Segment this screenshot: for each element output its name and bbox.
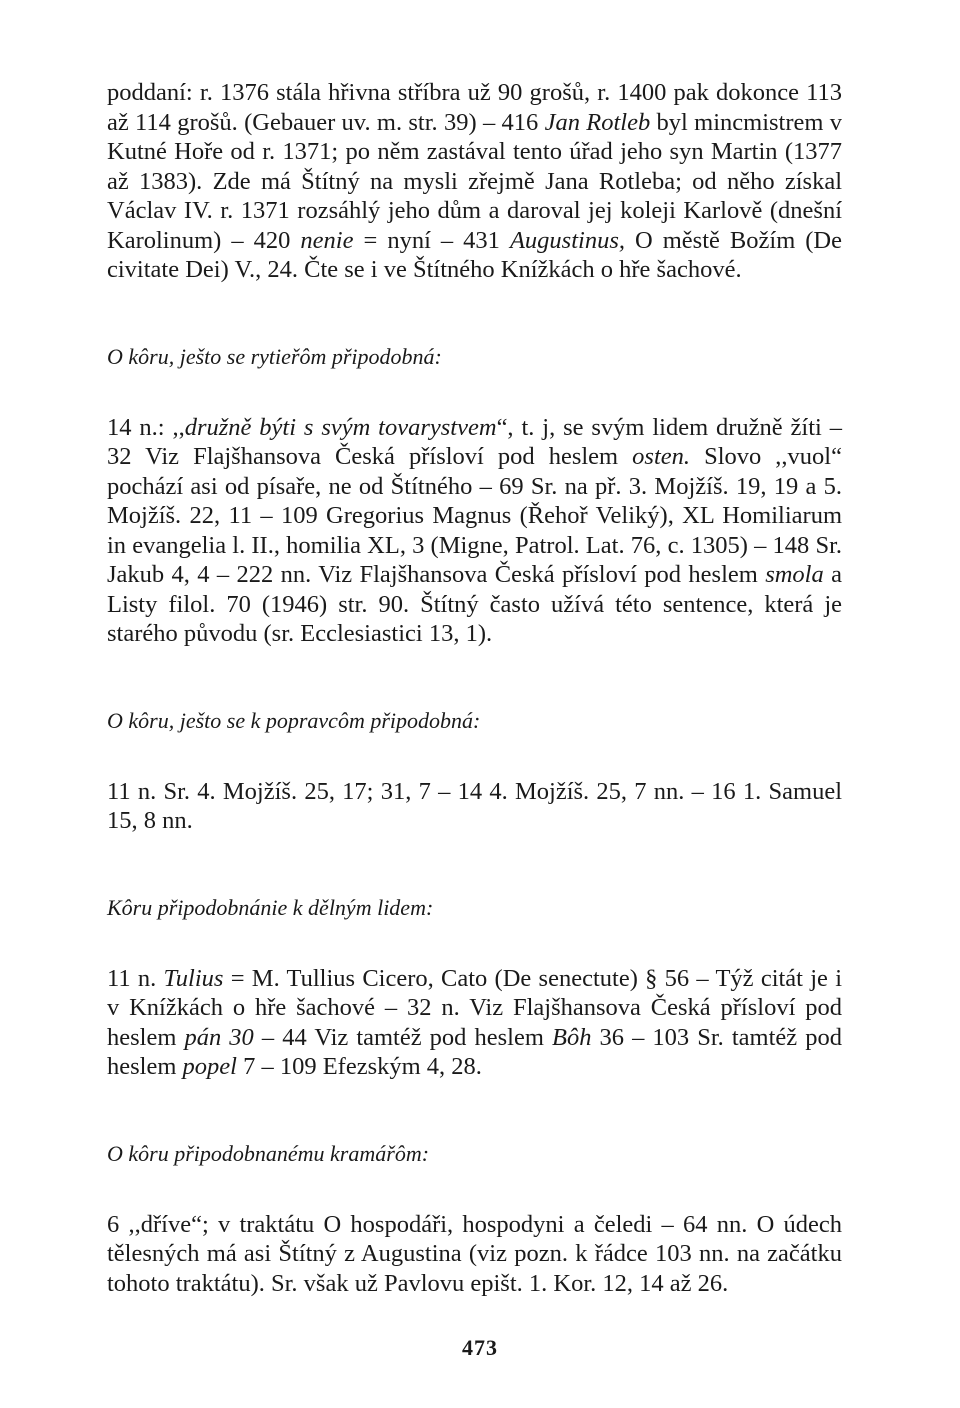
section-heading-rytierom: O kôru, ješto se rytieřôm připodobná: <box>107 343 442 369</box>
text-run: Slovo ,,vuol“ pochází asi od písaře, ne od Štítného – 69 Sr. na př. 3. Mojžíš. 19, 19 a 5. Mojžíš. 22, 11 – 109 Gregorius Magnus (Řehoř Veliký), XL Homiliarum in evangelia l. II., homilia XL, 3 (Migne, Patrol. Lat. 76, c. 1305) – 148 Sr. Jakub 4, 4 – 222 nn. Viz Flajšhansova Česká přísloví pod heslem <box>107 443 842 588</box>
text-run: 11 n. <box>107 964 164 992</box>
page-body <box>107 78 842 1298</box>
page-number: 473 <box>462 1335 498 1360</box>
italic-term: Jan Rotleb <box>544 108 651 136</box>
italic-term: smola <box>765 561 824 588</box>
italic-term: družně býti s svým tovarystvem <box>184 413 497 441</box>
text-run: 36 – 103 Sr. tamtéž pod heslem <box>107 1023 842 1080</box>
text-run: poddaní: r. 1376 stála hřivna stříbra už 90 grošů, r. 1400 pak dokonce 113 až 114 grošů. (Gebauer uv. m. str. 39) – 416 <box>107 79 842 136</box>
text-run: byl mincmistrem v Kutné Hoře od r. 1371; po něm zastával tento úřad jeho syn Martin (1377 až 1383). Zde má Štítný na mysli zřejmě Jana Rotleba; od něho získal Václav IV. r. 1371 rozsáhlý jeho dům a daroval jej koleji Karlově (dnešní Karolinum) – 420 <box>107 108 842 254</box>
italic-term: Bôh <box>551 1023 592 1051</box>
section-heading-kramarom: O kôru připodobnanému kramářôm: <box>107 1140 430 1166</box>
text-run: = M. Tullius Cicero, Cato (De senectute) § 56 – Týž citát je i v Knížkách o hře šachové – 32 n. Viz Flajšhansova Česká přísloví pod heslem <box>107 964 842 1051</box>
text-run: a Listy filol. 70 (1946) str. 90. Štítný často užívá této sentence, která je starého původu (sr. Ecclesiastici 13, 1). <box>107 561 843 647</box>
text-run: “, t. j, se svým lidem družně žíti – 32 Viz Flajšhansova Česká přísloví pod heslem <box>107 413 842 470</box>
text-run: 14 n.: ,, <box>107 413 185 441</box>
italic-term: pán 30 <box>184 1023 254 1051</box>
text-run: 7 – 109 Efezským 4, 28. <box>236 1053 482 1080</box>
section-paragraph-kramarom: 6 ,,dříve“; v traktátu O hospodáři, hospodyni a čeledi – 64 nn. O údech tělesných má asi Štítný z Augustina (viz pozn. k řádce 103 nn. na začátku tohoto traktátu). Sr. však už Pavlovu epišt. 1. Kor. 12, 14 až 26. <box>107 1210 842 1297</box>
section-paragraph-delnym-lidem <box>107 964 842 1082</box>
text-run: = nyní – 431 <box>353 226 510 254</box>
italic-term: Augustinus, <box>509 226 625 254</box>
text-run: – 44 Viz tamtéž pod heslem <box>253 1023 552 1051</box>
italic-term: nenie <box>300 226 354 254</box>
section-heading-popravcom: O kôru, ješto se k popravcôm připodobná: <box>107 707 481 733</box>
italic-term: popel <box>182 1053 237 1080</box>
section-paragraph-popravcom: 11 n. Sr. 4. Mojžíš. 25, 17; 31, 7 – 14 4. Mojžíš. 25, 7 nn. – 16 1. Samuel 15, 8 nn. <box>107 777 842 834</box>
italic-term: osten. <box>632 443 691 470</box>
italic-term: Tulius <box>163 964 224 992</box>
section-heading-delnym-lidem: Kôru připodobnánie k dělným lidem: <box>107 894 434 920</box>
section-paragraph-rytierom <box>107 413 842 649</box>
intro-paragraph <box>107 78 842 285</box>
text-run: O městě Božím (De civitate Dei) V., 24. Čte se i ve Štítného Knížkách o hře šachové. <box>107 226 842 283</box>
